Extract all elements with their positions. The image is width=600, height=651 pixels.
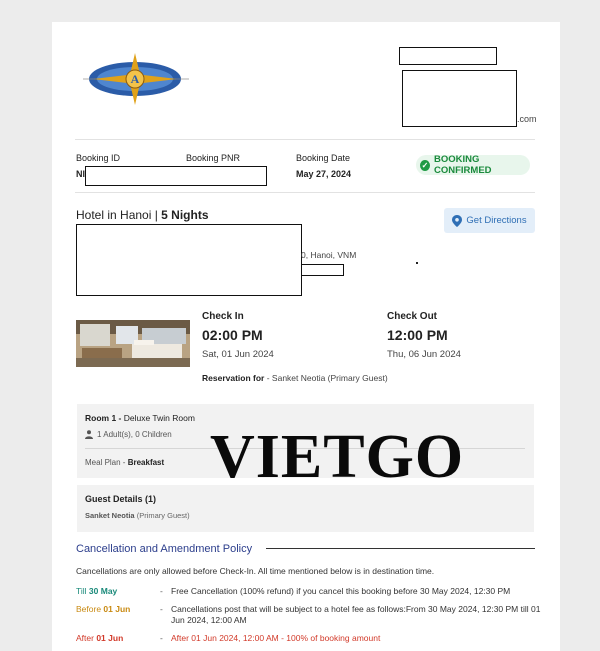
booking-id-value: NI xyxy=(76,169,85,179)
policy-row-prefix: Before 01 Jun xyxy=(76,604,131,614)
status-badge xyxy=(416,155,530,175)
booking-date-value: May 27, 2024 xyxy=(296,169,352,179)
policy-row-text: After 01 Jun 2024, 12:00 AM - 100% of booking amount xyxy=(171,633,381,643)
booking-id-label: Booking ID xyxy=(76,153,121,163)
voucher-page xyxy=(52,22,560,651)
booking-pnr-label: Booking PNR xyxy=(186,153,241,163)
checkout-time: 12:00 PM xyxy=(387,327,448,343)
policy-note: Cancellations are only allowed before Check-In. All time mentioned below is in destination time. xyxy=(76,566,435,576)
hotel-title xyxy=(76,208,209,222)
hotel-nights: 5 Nights xyxy=(161,208,209,222)
redacted-company-name xyxy=(399,47,497,65)
hotel-city: Hotel in Hanoi | xyxy=(76,208,158,222)
redacted-hotel-details xyxy=(76,224,302,296)
policy-row-dash: - xyxy=(160,586,163,596)
policy-row-text: Cancellations post that will be subject to a hotel fee as follows:From 30 May 2024, 12:30 PM till 01 Jun 2024, 12:00 AM xyxy=(171,604,541,625)
reservation-for xyxy=(202,373,388,383)
redacted-company-address xyxy=(402,70,517,127)
company-email-suffix: .com xyxy=(517,114,537,124)
meal-label: Meal Plan - xyxy=(85,458,126,467)
room-title xyxy=(85,413,195,423)
policy-divider xyxy=(266,548,535,549)
room-number: Room 1 - xyxy=(85,413,122,423)
room-occupancy xyxy=(85,430,172,439)
status-text: BOOKING CONFIRMED xyxy=(434,154,492,176)
hotel-room-image xyxy=(76,320,190,367)
policy-row-prefix: After 01 Jun xyxy=(76,633,124,643)
redacted-booking-id xyxy=(85,166,267,186)
divider xyxy=(75,139,535,140)
policy-row-prefix: Till 30 May xyxy=(76,586,118,596)
map-pin-icon xyxy=(452,215,462,227)
compass-logo-icon xyxy=(79,49,207,109)
meal-value: Breakfast xyxy=(127,458,165,467)
watermark: VIETGO xyxy=(210,423,465,491)
guest-role: (Primary Guest) xyxy=(136,511,190,520)
policy-row-dash: - xyxy=(160,633,163,643)
dot xyxy=(416,262,418,264)
room-type: Deluxe Twin Room xyxy=(123,413,195,423)
guest-details-title: Guest Details (1) xyxy=(85,494,157,504)
policy-row-text: Free Cancellation (100% refund) if you cancel this booking before 30 May 2024, 12:30 PM xyxy=(171,586,511,596)
checkin-label: Check In xyxy=(202,311,244,322)
reservation-value: - Sanket Neotia (Primary Guest) xyxy=(266,373,388,383)
checkin-date: Sat, 01 Jun 2024 xyxy=(202,349,274,360)
guest-name: Sanket Neotia xyxy=(85,511,135,520)
redacted-hotel-phone xyxy=(301,264,344,276)
booking-date-label: Booking Date xyxy=(296,153,351,163)
checkout-label: Check Out xyxy=(387,311,438,322)
hotel-address: 0, Hanoi, VNM xyxy=(301,250,357,260)
meal-plan xyxy=(85,458,164,467)
guest-row xyxy=(85,511,190,520)
svg-text:A: A xyxy=(130,72,140,86)
checkin-time: 02:00 PM xyxy=(202,327,263,343)
divider xyxy=(75,192,535,193)
checkout-date: Thu, 06 Jun 2024 xyxy=(387,349,461,360)
policy-title: Cancellation and Amendment Policy xyxy=(76,543,253,555)
reservation-label: Reservation for xyxy=(202,373,265,383)
person-icon xyxy=(85,430,93,439)
policy-row-dash: - xyxy=(160,604,163,614)
occupancy-text: 1 Adult(s), 0 Children xyxy=(97,430,172,439)
get-directions-label: Get Directions xyxy=(466,215,527,226)
check-circle-icon: ✓ xyxy=(421,160,429,170)
get-directions-button[interactable] xyxy=(444,208,535,233)
